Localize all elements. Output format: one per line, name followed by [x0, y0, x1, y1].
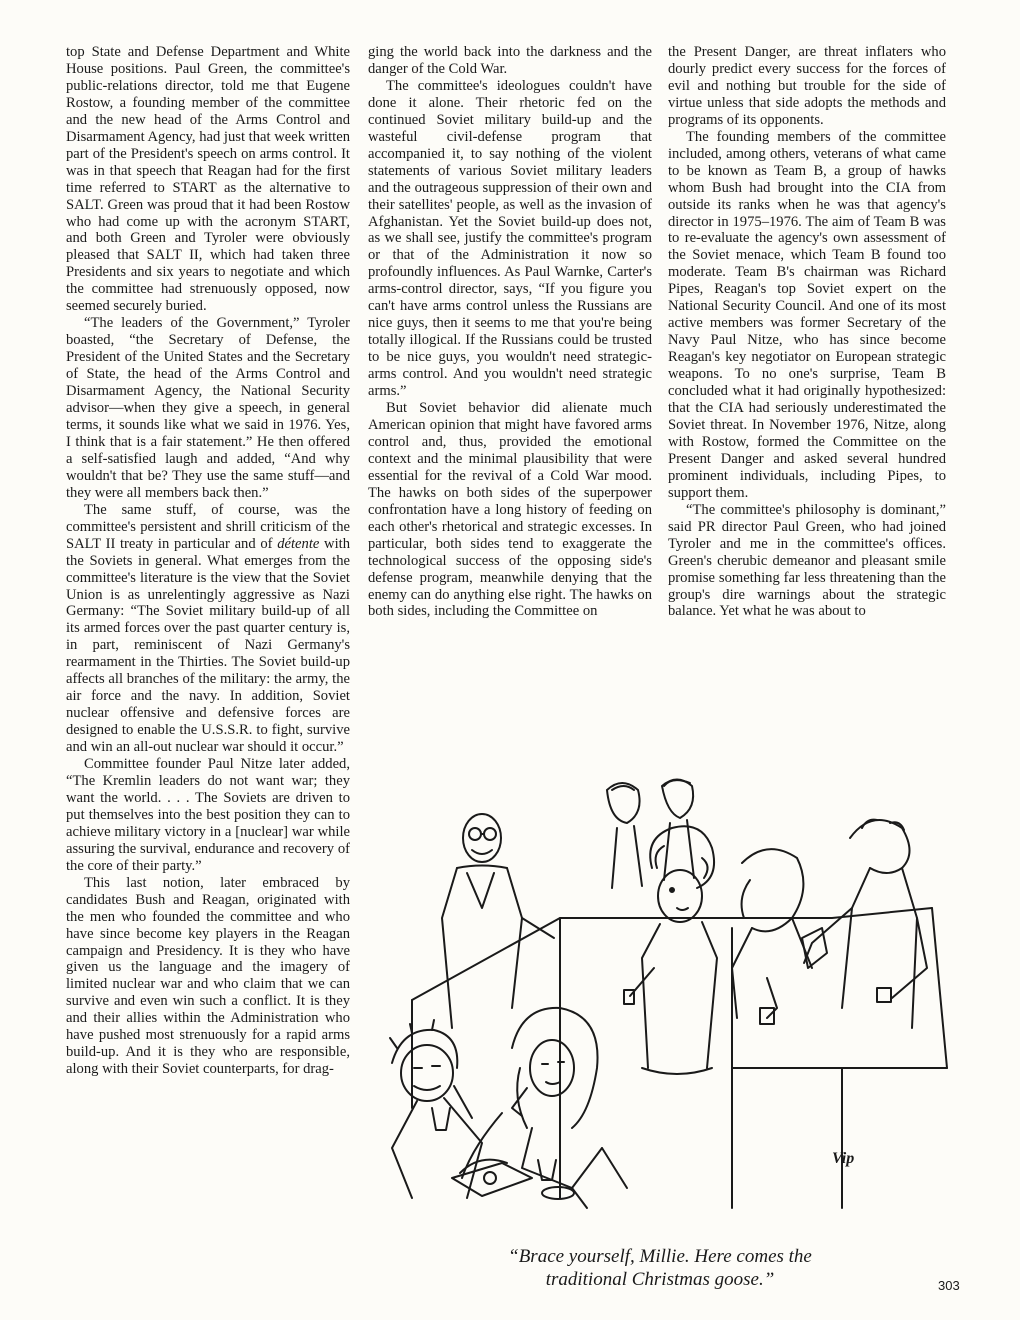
- drink-glasses: [432, 1108, 574, 1199]
- caption-line: traditional Christmas goose.”: [545, 1269, 775, 1290]
- telephone-drawing: [452, 1160, 532, 1196]
- emphasis-word: détente: [277, 535, 320, 552]
- paragraph: Committee founder Paul Nitze later added, “The Kremlin leaders do not want war; they want the world. . . . The Soviets are driven to put themselves into the best position they can to achieve military victory in a [nuclear] war while assuring the survival, endurance and recovery of the core of their party.”: [66, 756, 350, 874]
- paragraph: The founding members of the committee included, among others, veterans of what came to be known as Team B, a group of hawks whom Bush had brought into the CIA from outside its ranks when he was that agency's director in 1975–1976. The aim of Team B was to re-evaluate the agency's own assessment of the Soviet menace, which Team B found too moderate. Team B's chairman was Richard Pipes, Reagan's top Soviet expert on the National Security Council. And one of its most active members was former Secretary of the Navy Paul Nitze, who has since become Reagan's key negotiator on European strategic weapons. To no one's surprise, Team B concluded what it had originally hypothesized: that the CIA had seriously underestimated the Soviet threat. In November 1976, Nitze, along with Rostow, formed the Committee on the Present Danger and asked several hundred prominent individuals, including Pipes, to support them.: [668, 128, 946, 501]
- article-column-3: [668, 44, 946, 620]
- paragraph-text: with the Soviets in general. What emerges from the committee's literature is the view that the Soviet Union is as unrelentingly aggressive as Nazi Germany: “The Soviet military build-up of all its armed forces over the past quarter century is, in part, reminiscent of Nazi Germany's rearmament in the Thirties. The Soviet build-up affects all branches of the military: the army, the air force and the navy. In addition, Soviet nuclear offensive and defensive forces are designed to enable the U.S.S.R. to fight, survive and win an all-out nuclear war should it occur.”: [66, 535, 351, 756]
- cartoon-caption: [430, 1245, 890, 1291]
- paragraph: “The leaders of the Government,” Tyroler boasted, “the Secretary of Defense, the President of the United States and the Secretary of State, the head of the Arms Control and Disarmament Agency, the National Security advisor—when they give a speech, in general terms, it sounds like what we said in 1976. Yes, I think that is a fair statement.” He then offered a self-satisfied laugh and added, “And why wouldn't that be? They use the same stuff—and they were all members back then.”: [66, 315, 350, 501]
- paragraph: ging the world back into the darkness and the danger of the Cold War.: [368, 44, 652, 77]
- paragraph: the Present Danger, are threat inflaters who dourly predict every success for the forces of evil and nothing but trouble for the side of virtue unless that side adopts the methods and programs of its opponents.: [668, 44, 946, 128]
- seated-man-figure: [390, 1020, 482, 1198]
- paragraph-text: The same stuff, of course, was the committee's persistent and shrill criticism of the SALT II treaty in particular and of: [66, 501, 350, 552]
- curly-hair-man-figure: [802, 820, 927, 1028]
- paragraph: top State and Defense Department and White House positions. Paul Green, the committee's public-relations director, told me that Eugene Rostow, a founding member of the committee and the new head of the Arms Control and Disarmament Agency, had just that week written part of the President's speech on arms control. It was in that speech that Reagan had for the first time referred to START as the alternative to SALT. Green was proud that it had been Rostow who had come up with the acronym START, and both Green and Tyroler were obviously pleased that SALT II, which had taken three Presidents and six years to negotiate and which the committee had strenuously opposed, now seemed securely buried.: [66, 44, 350, 315]
- background-couple: [607, 780, 694, 889]
- article-column-2: [368, 44, 652, 620]
- page-number: 303: [938, 1278, 960, 1293]
- paragraph: This last notion, later embraced by candidates Bush and Reagan, originated with the men who founded the committee and who have since become key players in the Reagan campaign and Presidency. It is they who have given us the language and the imagery of limited nuclear war and who claim that we can survive and even win such a conflict. It is they and their allies within the Administration who have pushed most strenuously for a rapid arms build-up. And it is they who are responsible, along with their Soviet counterparts, for drag-: [66, 874, 350, 1078]
- bald-man-figure: [442, 814, 554, 1028]
- article-column-1: [66, 44, 350, 1078]
- beehive-woman-figure: [624, 826, 717, 1074]
- phone-woman-figure: [462, 1008, 627, 1208]
- artist-signature: Vip: [832, 1150, 855, 1167]
- paragraph: But Soviet behavior did alienate much American opinion that might have favored arms control and, thus, provided the emotional context and the minimal plausibility that were essential for the revival of a Cold War mood. The hawks on both sides of the superpower confrontation have a long history of feeding on each other's rhetorical and strategic excesses. In particular, both sides tend to exaggerate the technological success of the opposing side's defense program, meanwhile denying that the enemy can do anything else right. The hawks on both sides, including the Committee on: [368, 400, 652, 620]
- paragraph: The committee's ideologues couldn't have done it alone. Their rhetoric fed on the continued Soviet military build-up and the wasteful civil-defense program that accompanied it, to say nothing of the violent statements of various Soviet military leaders and the outrageous suppression of their own and their satellites' people, as well as the invasion of Afghanistan. Yet the Soviet build-up does not, as we shall see, justify the committee's program or that of the Administration it now so profoundly influences. As Paul Warnke, Carter's arms-control director, says, “If you figure you can't have arms control unless the Russians are nice guys, then it seems to me that you're being totally illogical. If the Russians could be trusted to be nice guys, you wouldn't need strategic-arms control. And you wouldn't need strategic arms.”: [368, 77, 652, 400]
- paragraph: “The committee's philosophy is dominant,” said PR director Paul Green, who had joined Tyroler and me in the committee's offices. Green's cherubic demeanor and pleasant smile promise something far less threatening than the group's dire warnings about the strategic balance. Yet what he was about to: [668, 501, 946, 620]
- paragraph: [66, 502, 350, 756]
- caption-line: “Brace yourself, Millie. Here comes the: [508, 1246, 812, 1267]
- bar-counter: [412, 908, 947, 1208]
- cartoon-illustration: [372, 768, 952, 1213]
- long-hair-woman-figure: [732, 849, 812, 1024]
